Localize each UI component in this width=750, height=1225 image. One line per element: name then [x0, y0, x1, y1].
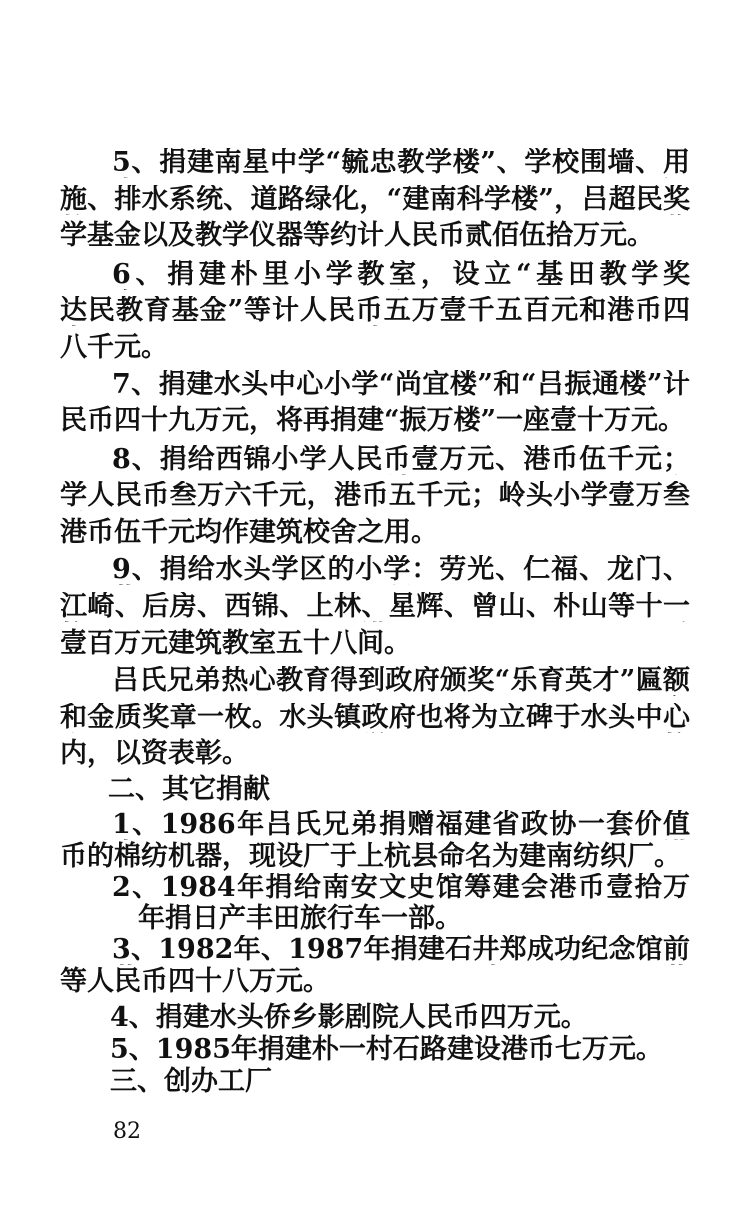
text-line: 5、捐建南星中学“毓忠教学楼”、学校围墙、用	[112, 148, 690, 178]
page-number: 82	[113, 1119, 141, 1144]
text-line: 年捐日产丰田旅行车一部。	[138, 903, 462, 934]
section-heading: 三、创办工厂	[110, 1066, 272, 1097]
text-line: 3、1982年、1987年捐建石井郑成功纪念馆前	[112, 935, 690, 965]
text-line: 币的棉纺机器，现设厂于上杭县命名为建南纺织厂。	[60, 841, 681, 872]
text-line: 和金质奖章一枚。水头镇政府也将为立碑于水头中心	[60, 703, 690, 733]
text-line: 港币伍千元均作建筑校舍之用。	[60, 517, 438, 548]
text-line: 学人民币叁万六千元，港币五千元；岭头小学壹万叁	[60, 481, 690, 511]
text-line: 达民教育基金”等计人民币五万壹千五百元和港币四	[60, 296, 690, 326]
text-line: 吕氏兄弟热心教育得到政府颁奖“乐育英才”匾额	[112, 666, 690, 696]
text-line: 学基金以及教学仪器等约计人民币贰佰伍拾万元。	[60, 220, 654, 251]
text-line: 9、捐给水头学区的小学：劳光、仁福、龙门、	[112, 555, 690, 585]
text-line: 壹百万元建筑教室五十八间。	[60, 628, 411, 659]
text-line: 等人民币四十八万元。	[60, 966, 330, 997]
text-line: 7、捐建水头中心小学“尚宜楼”和“吕振通楼”计	[112, 370, 690, 400]
text-line: 江崎、后房、西锦、上林、星辉、曾山、朴山等十一	[60, 592, 690, 622]
text-line: 5、1985年捐建朴一村石路建设港币七万元。	[110, 1034, 663, 1065]
text-line: 1、1986年吕氏兄弟捐赠福建省政协一套价值	[112, 810, 690, 840]
text-line: 2、1984年捐给南安文史馆筹建会港币壹拾万	[112, 873, 690, 903]
text-line: 8、捐给西锦小学人民币壹万元、港币伍千元；	[112, 445, 690, 475]
section-heading: 二、其它捐献	[108, 774, 270, 805]
text-line: 施、排水系统、道路绿化，“建南科学楼”，吕超民奖	[60, 185, 690, 215]
text-line: 民币四十九万元，将再捐建“振万楼”一座壹十万元。	[60, 405, 686, 436]
text-line: 内，以资表彰。	[60, 738, 249, 769]
text-line: 4、捐建水头侨乡影剧院人民币四万元。	[110, 1002, 588, 1033]
text-line: 6、捐建朴里小学教室，设立“基田教学奖	[112, 260, 690, 290]
text-line: 八千元。	[60, 332, 168, 363]
